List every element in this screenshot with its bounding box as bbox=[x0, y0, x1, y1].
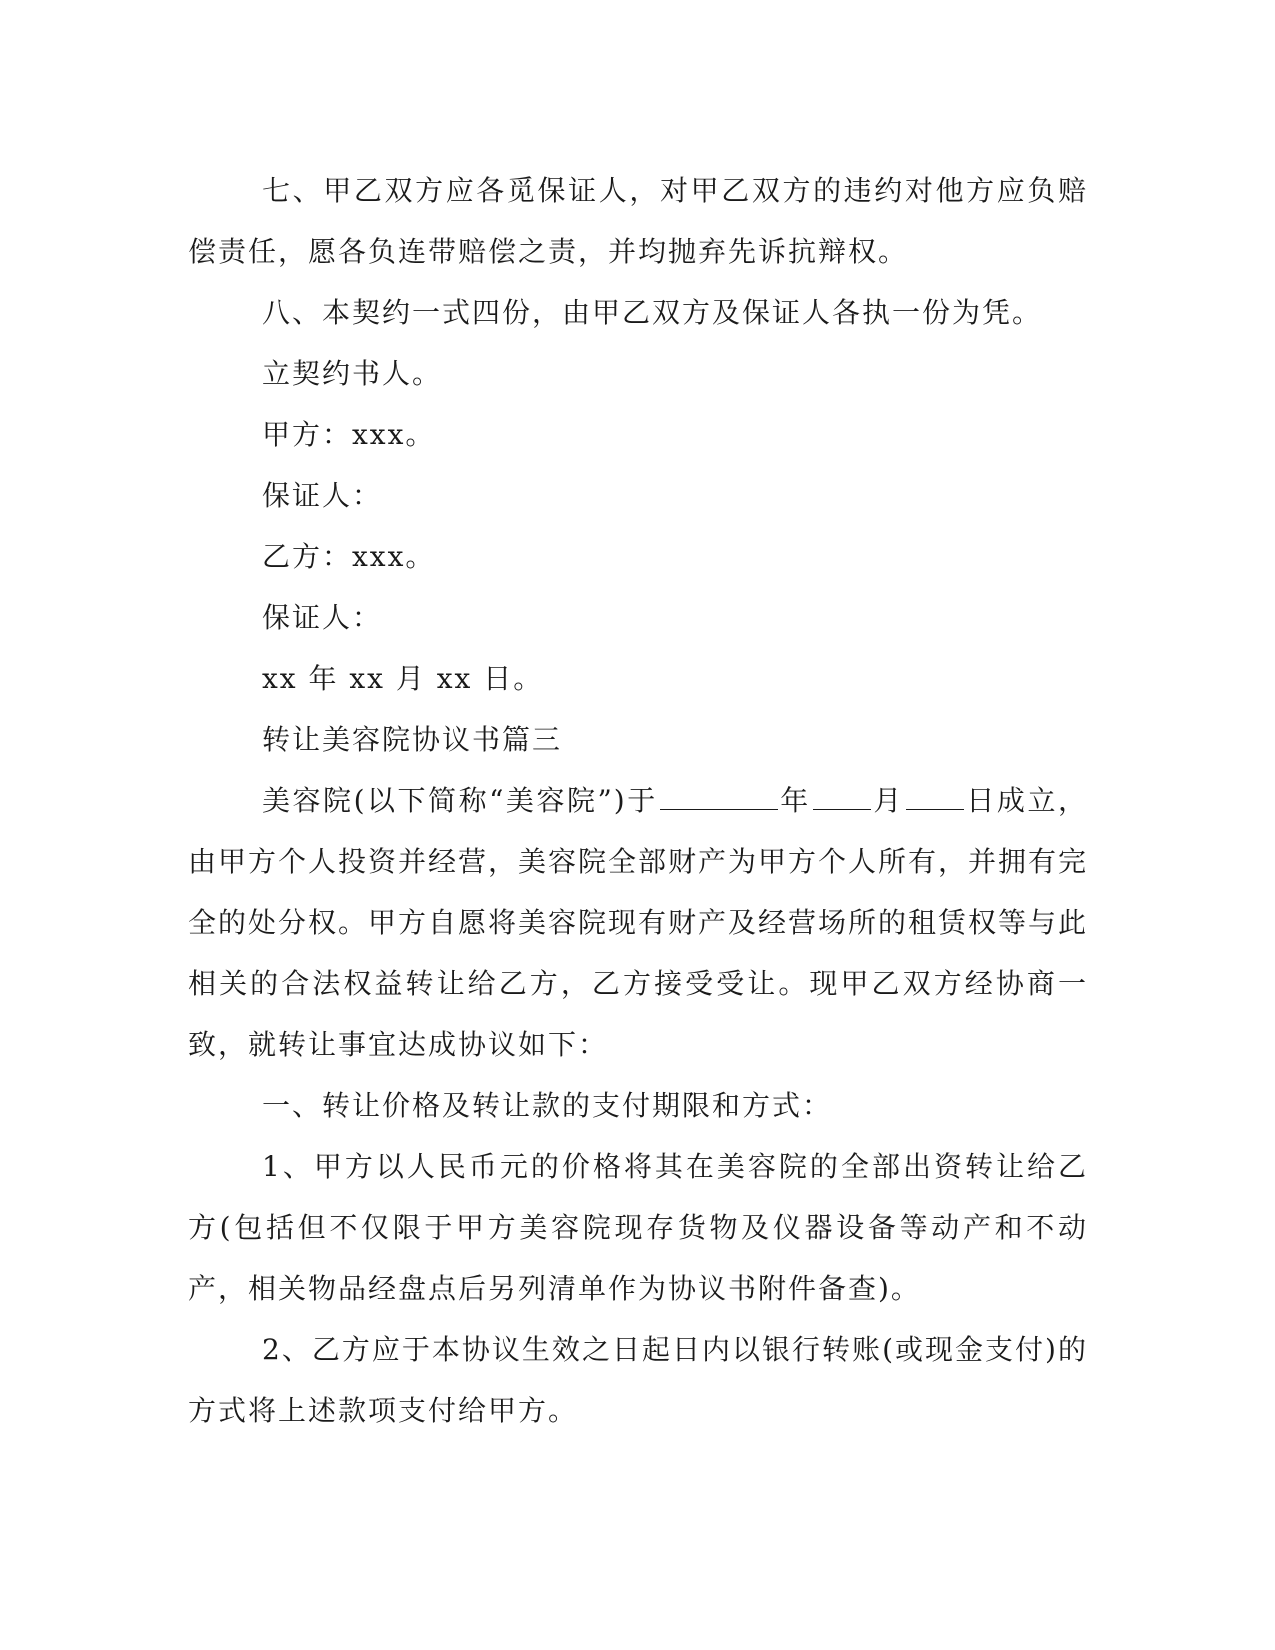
party-b-line: 乙方：xxx。 bbox=[262, 540, 436, 573]
month-blank bbox=[813, 783, 871, 810]
document-body bbox=[188, 160, 1088, 1441]
clause-eight: 八、本契约一式四份，由甲乙双方及保证人各执一份为凭。 bbox=[262, 296, 1043, 329]
day-blank bbox=[906, 783, 964, 810]
intro-part1: 美容院(以下简称“美容院”)于 bbox=[262, 784, 658, 817]
guarantor-b-line: 保证人： bbox=[262, 601, 383, 634]
intro-rest: 日成立，由甲方个人投资并经营，美容院全部财产为甲方个人所有，并拥有完全的处分权。甲方自愿将美容院现有财产及经营场所的租赁权等与此相关的合法权益转让给乙方，乙方接受受让。现甲乙双方经协商一致，就转让事宜达成协议如下： bbox=[188, 784, 1089, 1061]
signatories-label: 立契约书人。 bbox=[262, 357, 443, 390]
intro-paragraph bbox=[188, 770, 1088, 1075]
section-title: 转让美容院协议书篇三 bbox=[262, 723, 563, 756]
clause-one-item-1: 1、甲方以人民币元的价格将其在美容院的全部出资转让给乙方(包括但不仅限于甲方美容院现存货物及仪器设备等动产和不动产，相关物品经盘点后另列清单作为协议书附件备查)。 bbox=[188, 1150, 1088, 1305]
intro-month: 月 bbox=[872, 784, 904, 817]
party-a-line: 甲方：xxx。 bbox=[262, 418, 436, 451]
intro-year: 年 bbox=[779, 784, 811, 817]
date-line: xx 年 xx 月 xx 日。 bbox=[262, 662, 544, 695]
year-blank bbox=[660, 783, 778, 810]
clause-one-heading: 一、转让价格及转让款的支付期限和方式： bbox=[262, 1089, 833, 1122]
guarantor-a-line: 保证人： bbox=[262, 479, 383, 512]
clause-one-item-2: 2、乙方应于本协议生效之日起日内以银行转账(或现金支付)的方式将上述款项支付给甲方。 bbox=[188, 1333, 1088, 1427]
clause-seven: 七、甲乙双方应各觅保证人，对甲乙双方的违约对他方应负赔偿责任，愿各负连带赔偿之责，并均抛弃先诉抗辩权。 bbox=[188, 174, 1088, 268]
